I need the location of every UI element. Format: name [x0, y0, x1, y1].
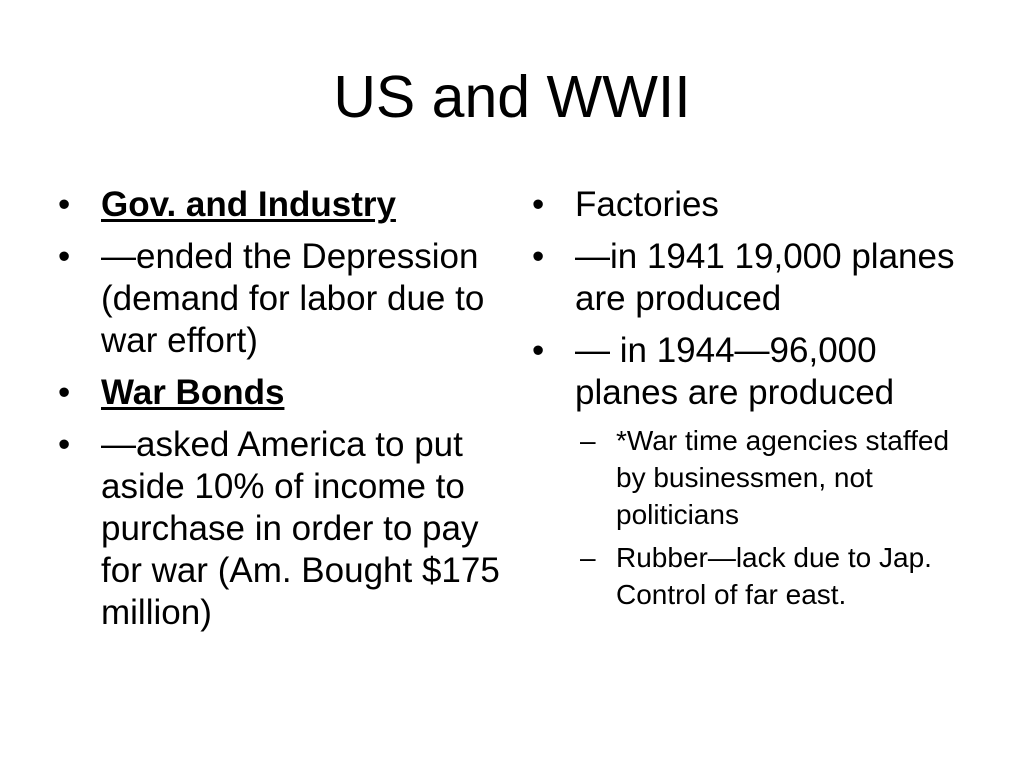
slide-title: US and WWII [333, 64, 691, 130]
list-item [58, 236, 508, 362]
list-item [532, 236, 962, 320]
sub-bullet-text: *War time agencies staffed by businessmen, not politicians [616, 425, 950, 530]
bullet-marker: • [58, 425, 71, 464]
list-item [58, 424, 508, 634]
right-sub-list [580, 422, 962, 613]
bullet-text: —in 1941 19,000 planes are produced [575, 237, 955, 318]
sub-list-item [580, 422, 962, 533]
bullet-text: —ended the Depression (demand for labor due to war effort) [101, 237, 485, 360]
left-column [58, 184, 508, 644]
list-item [58, 372, 508, 414]
right-column [532, 184, 962, 619]
heading-gov-and-industry: Gov. and Industry [101, 185, 396, 224]
list-item [532, 330, 962, 414]
sub-bullet-text: Rubber—lack due to Jap. Control of far east. [616, 542, 932, 610]
bullet-marker: • [58, 373, 71, 412]
bullet-marker: • [532, 185, 545, 224]
dash-marker: – [580, 542, 596, 573]
heading-war-bonds: War Bonds [101, 373, 285, 412]
bullet-marker: • [532, 331, 545, 370]
bullet-text: — in 1944—96,000 planes are produced [575, 331, 895, 412]
dash-marker: – [580, 425, 596, 456]
sub-list-item [580, 539, 962, 613]
left-bullet-list [58, 184, 508, 634]
bullet-text: —asked America to put aside 10% of income to purchase in order to pay for war (Am. Bought $175 million) [101, 425, 500, 632]
list-item [532, 184, 962, 226]
bullet-marker: • [532, 237, 545, 276]
list-item [58, 184, 508, 226]
right-bullet-list [532, 184, 962, 414]
bullet-text: Factories [575, 185, 719, 224]
bullet-marker: • [58, 237, 71, 276]
bullet-marker: • [58, 185, 71, 224]
